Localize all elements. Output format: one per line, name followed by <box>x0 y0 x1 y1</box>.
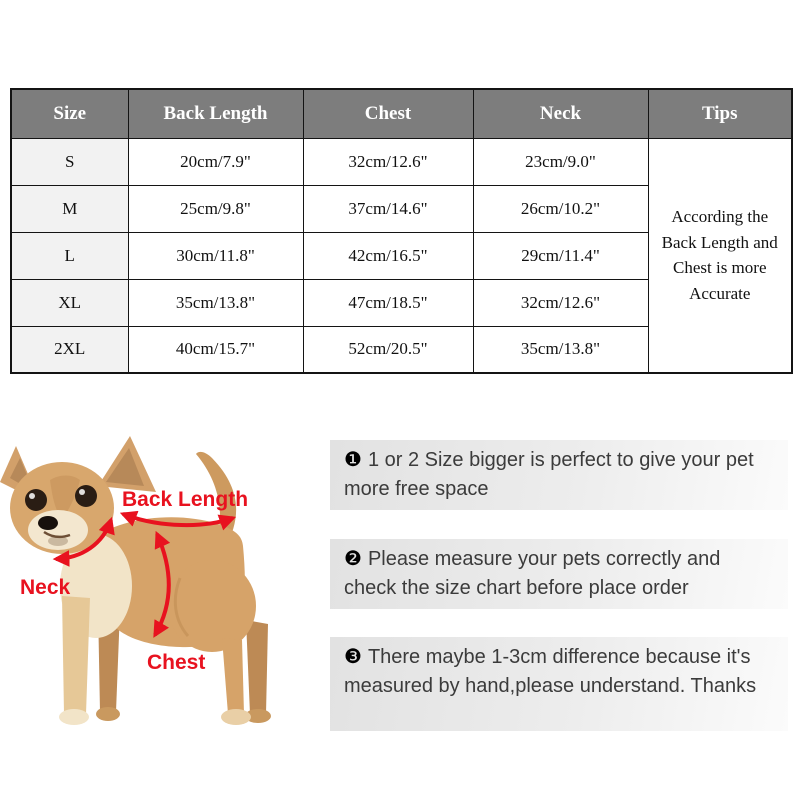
note-1-number-icon: ❶ <box>344 449 362 471</box>
size-cell: M <box>11 185 128 232</box>
header-size: Size <box>11 89 128 138</box>
chest-cell: 52cm/20.5" <box>303 326 473 373</box>
chest-cell: 42cm/16.5" <box>303 232 473 279</box>
back-length-label: Back Length <box>122 488 249 511</box>
neck-cell: 26cm/10.2" <box>473 185 648 232</box>
header-neck: Neck <box>473 89 648 138</box>
tips-note-cell: According the Back Length and Chest is more Accurate <box>648 138 792 373</box>
header-chest: Chest <box>303 89 473 138</box>
table-header-row <box>11 89 792 138</box>
neck-cell: 29cm/11.4" <box>473 232 648 279</box>
note-3-number-icon: ❸ <box>344 646 362 668</box>
neck-cell: 35cm/13.8" <box>473 326 648 373</box>
size-cell: XL <box>11 279 128 326</box>
neck-label: Neck <box>20 576 71 599</box>
back-length-cell: 30cm/11.8" <box>128 232 303 279</box>
back-length-cell: 35cm/13.8" <box>128 279 303 326</box>
dog-illustration <box>0 428 330 763</box>
note-1 <box>330 440 788 510</box>
chest-cell: 47cm/18.5" <box>303 279 473 326</box>
back-length-cell: 25cm/9.8" <box>128 185 303 232</box>
neck-cell: 23cm/9.0" <box>473 138 648 185</box>
chest-cell: 37cm/14.6" <box>303 185 473 232</box>
note-2-text: Please measure your pets correctly and check the size chart before place order <box>344 548 721 599</box>
chest-cell: 32cm/12.6" <box>303 138 473 185</box>
note-2 <box>330 539 788 609</box>
back-length-cell: 40cm/15.7" <box>128 326 303 373</box>
back-length-cell: 20cm/7.9" <box>128 138 303 185</box>
size-chart-table <box>10 88 793 374</box>
chest-label: Chest <box>147 651 206 674</box>
header-tips: Tips <box>648 89 792 138</box>
note-3-text: There maybe 1-3cm difference because it's measured by hand,please understand. Thanks <box>344 646 757 697</box>
note-3 <box>330 637 788 731</box>
measuring-diagram <box>0 428 330 763</box>
header-back-length: Back Length <box>128 89 303 138</box>
size-cell: 2XL <box>11 326 128 373</box>
neck-cell: 32cm/12.6" <box>473 279 648 326</box>
note-2-number-icon: ❷ <box>344 548 362 570</box>
size-cell: L <box>11 232 128 279</box>
size-cell: S <box>11 138 128 185</box>
note-1-text: 1 or 2 Size bigger is perfect to give your pet more free space <box>344 449 754 500</box>
table-row <box>11 138 792 185</box>
